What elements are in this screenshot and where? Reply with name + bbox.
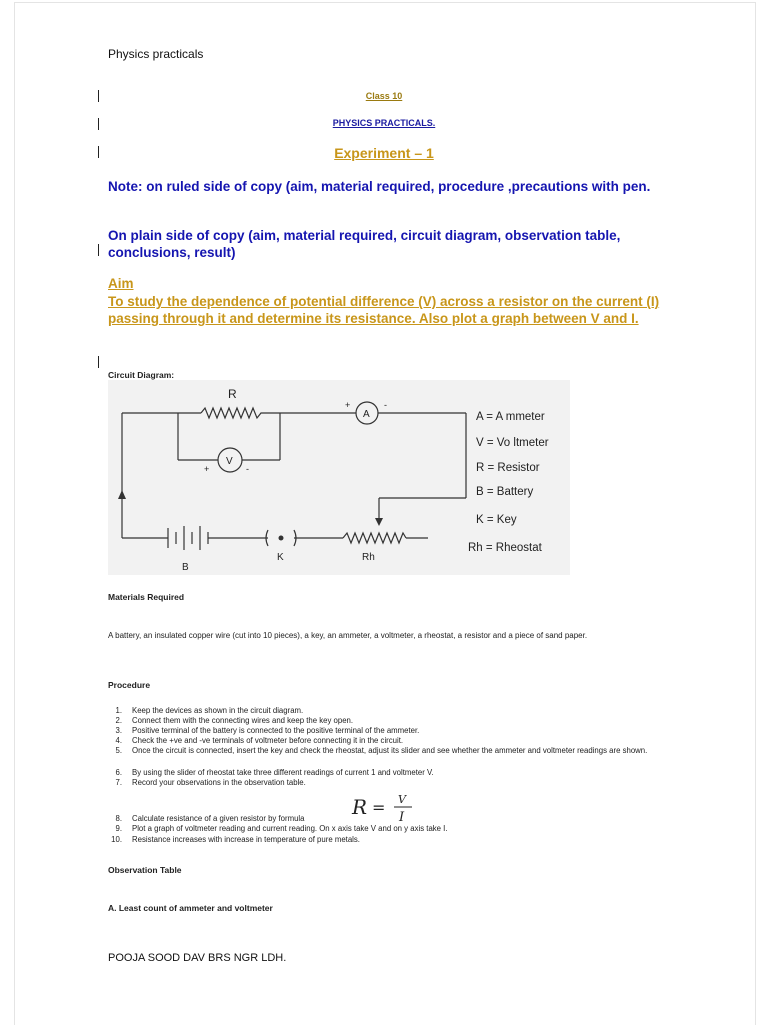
- least-count-heading: A. Least count of ammeter and voltmeter: [108, 903, 273, 913]
- aim-text: To study the dependence of potential difference (V) across a resistor on the current (I) passing through it and determine its resistance. Also plot a graph between V and I.: [108, 294, 660, 326]
- circuit-heading: Circuit Diagram:: [108, 370, 175, 380]
- legend-item: K = Key: [476, 514, 517, 526]
- legend-item: A = A mmeter: [476, 411, 545, 423]
- note-plain-side: On plain side of copy (aim, material required, circuit diagram, observation table, conclusions, result): [108, 228, 621, 260]
- materials-heading: Materials Required: [108, 592, 185, 602]
- voltmeter-label: V: [226, 456, 233, 467]
- practicals-title: PHYSICS PRACTICALS.: [332, 118, 436, 128]
- ammeter-label: A: [363, 409, 370, 420]
- procedure-heading: Procedure: [108, 680, 151, 690]
- voltmeter-minus: -: [246, 464, 249, 474]
- page-header: Physics practicals: [108, 47, 204, 61]
- legend-item: R = Resistor: [476, 462, 540, 474]
- observation-heading: Observation Table: [108, 865, 182, 875]
- circuit-diagram: [108, 380, 570, 575]
- aim-heading: Aim: [108, 276, 134, 291]
- formula-equals: =: [372, 798, 386, 817]
- materials-text: A battery, an insulated copper wire (cut into 10 pieces), a key, an ammeter, a voltmeter, a rheostat, a resistor and a piece of sand paper.: [108, 631, 588, 640]
- experiment-title: Experiment – 1: [334, 145, 434, 161]
- resistance-formula: [350, 790, 420, 828]
- ammeter-minus: -: [384, 400, 387, 410]
- page-footer: POOJA SOOD DAV BRS NGR LDH.: [108, 952, 287, 964]
- margin-bar: [98, 356, 99, 368]
- legend-item: B = Battery: [476, 486, 534, 498]
- margin-bar: [98, 244, 99, 256]
- battery-label: B: [182, 562, 189, 573]
- legend-item: Rh = Rheostat: [468, 542, 542, 554]
- resistor-label: R: [228, 387, 237, 401]
- voltmeter-plus: +: [204, 464, 210, 474]
- ammeter-plus: +: [345, 400, 351, 410]
- formula-lhs: R: [352, 795, 368, 819]
- formula-denominator: I: [399, 810, 405, 824]
- key-label: K: [277, 552, 284, 563]
- legend-item: V = Vo ltmeter: [476, 437, 549, 449]
- note-ruled-side: Note: on ruled side of copy (aim, material required, procedure ,precautions with pen.: [108, 179, 651, 194]
- rheostat-label: Rh: [362, 552, 375, 563]
- formula-numerator: V: [398, 793, 406, 806]
- class-label: Class 10: [365, 91, 403, 101]
